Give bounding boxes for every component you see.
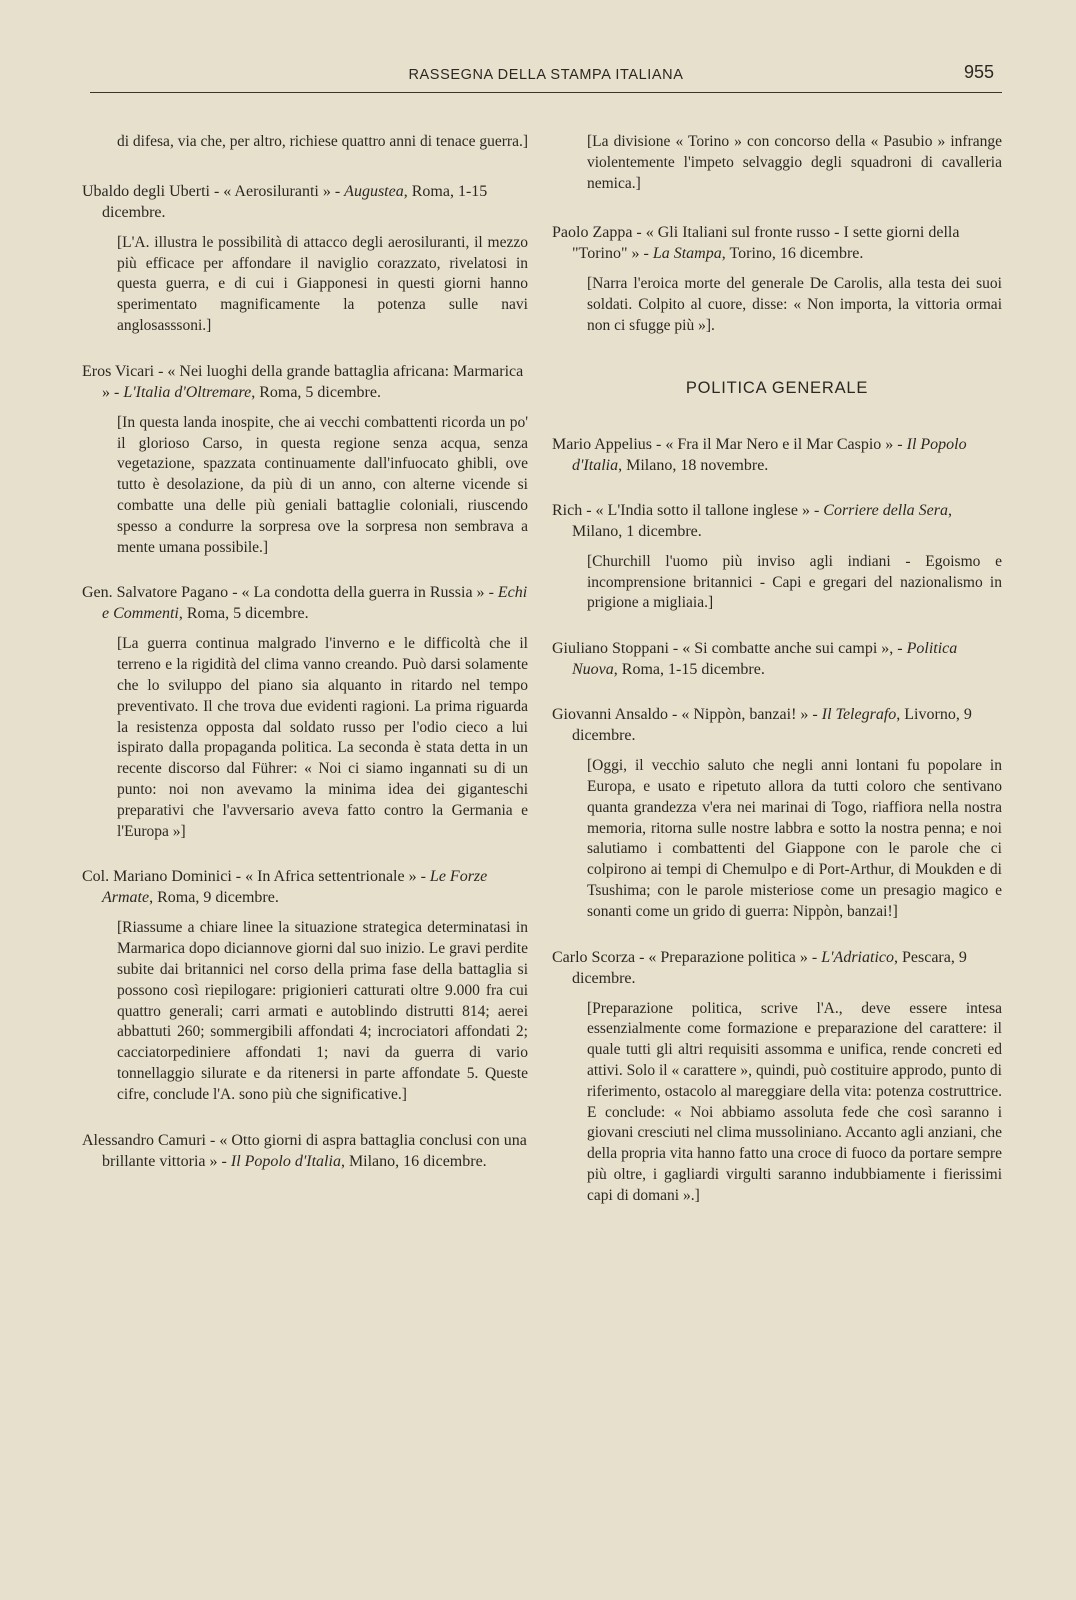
entry-citation: Eros Vicari - « Nei luoghi della grande battaglia africana: Marmarica » - L'Italia d'Oltremare, Roma, 5 dicembre.: [82, 362, 524, 401]
entry-author: Rich: [552, 501, 583, 519]
entry-citation: Mario Appelius - « Fra il Mar Nero e il Mar Caspio » - Il Popolo d'Italia, Milano, 18 novembre.: [552, 435, 967, 474]
entry-citation: Ubaldo degli Uberti - « Aerosiluranti » - Augustea, Roma, 1-15 dicembre.: [82, 182, 488, 221]
entry-title: « L'India sotto il tallone inglese »: [595, 501, 810, 519]
entry-author: Eros Vicari: [82, 362, 155, 380]
entry-publication: Politica Nuova: [572, 640, 958, 679]
press-entry: [552, 947, 1002, 1207]
entry-summary: [Oggi, il vecchio saluto che negli anni lontani fu popolare in Europa, e usato e ripetuto allora da tutti coloro che sentivano quanta grandezza v'era nei marinai di Togo, riaffiora nella nostra memoria, ritorna sulle nostre labbra e sotto la nostra penna; e noi salutiamo i combattenti del Giappone con le parole che ci colpirono ai tempi di Chemulpo e di Port-Arthur, di Moukden e di Tsushima; con le parole misteriose come un presagio magico e sonanti come un grido di guerra: Nippòn, banzai!]: [587, 757, 1002, 920]
entry-details: Roma, 9 dicembre.: [157, 889, 279, 907]
entry-details: Livorno, 9 dicembre.: [572, 706, 972, 745]
entry-summary: [In questa landa inospite, che ai vecchi combattenti ricorda un po' il glorioso Carso, in questa regione senza acqua, senza vegetazione, spazzata continuamente dall'infuocato ghibli, ove tutto è desolazione, da più di un anno, con alterne vicende si combatte una delle più geniali battaglie coloniali, riuscendo spesso a condurre la sorpresa ove la sorpresa non sembrava a mente umana possibile.]: [117, 413, 528, 556]
entry-title: « In Africa settentrionale »: [245, 868, 417, 886]
entry-title: « Nei luoghi della grande battaglia africana: Marmarica »: [102, 362, 524, 401]
entry-author: Mario Appelius: [552, 435, 652, 453]
press-entry: [552, 222, 1002, 336]
entry-publication: Echi e Commenti: [102, 584, 528, 623]
entry-title: « Otto giorni di aspra battaglia conclusi con una brillante vittoria »: [102, 1131, 527, 1170]
entry-details: Roma, 5 dicembre.: [186, 605, 309, 623]
press-entry: [82, 866, 528, 1105]
entry-author: Paolo Zappa: [552, 224, 633, 242]
entry-details: Milano, 16 dicembre.: [348, 1152, 487, 1170]
entry-title: « Aerosiluranti »: [223, 182, 331, 200]
entry-publication: Augustea: [344, 182, 404, 200]
entry-summary: [Riassume a chiare linee la situazione strategica determinatasi in Marmarica dopo diciannove giorni dal suo inizio. Le gravi perdite subite dai britannici nel corso della prima fase della battaglia si possono così riepilogare: prigionieri catturati oltre 9.000 fra cui quattro generali; carri armati e autoblindo distrutti 814; aerei abbattuti 260; sommergibili affondati 4; incrociatori affondati 2; cacciatorpediniere affondati 1; navi da guerra di vario tonnellaggio silurate e da ritenersi in parte affondate 5. Queste cifre, conclude l'A. sono più che significative.]: [117, 919, 528, 1103]
entry-summary: [Churchill l'uomo più inviso agli indiani - Egoismo e incomprensione britannici - Capi e gregari del nazionalismo in prigione a migliaia.]: [587, 552, 1002, 612]
entry-details: Pescara, 9 dicembre.: [572, 948, 967, 987]
entry-author: Giuliano Stoppani: [552, 640, 669, 658]
entry-publication: Il Telegrafo: [821, 706, 897, 724]
entry-author: Giovanni Ansaldo: [552, 706, 668, 724]
entry-title: « Fra il Mar Nero e il Mar Caspio »: [665, 435, 894, 453]
entry-details: Roma, 1-15 dicembre.: [621, 661, 765, 679]
press-entry: [552, 434, 1002, 476]
running-title: RASSEGNA DELLA STAMPA ITALIANA: [408, 67, 684, 83]
lead-summary: [La divisione « Torino » con concorso della « Pasubio » infrange violentemente l'impeto selvaggio degli squadroni di cavalleria nemica.]: [587, 133, 1002, 192]
press-entry: [82, 361, 528, 559]
entry-details: Roma, 5 dicembre.: [259, 383, 381, 401]
entry-publication: Corriere della Sera: [823, 501, 949, 519]
entry-publication: Il Popolo d'Italia: [572, 435, 967, 474]
entry-title: « Nippòn, banzai! »: [681, 706, 809, 724]
entry-title: « La condotta della guerra in Russia »: [241, 584, 485, 602]
entry-author: Gen. Salvatore Pagano: [82, 584, 229, 602]
entry-citation: Giovanni Ansaldo - « Nippòn, banzai! » - Il Telegrafo, Livorno, 9 dicembre.: [552, 706, 972, 745]
entry-summary: [La guerra continua malgrado l'inverno e le difficoltà che il terreno e la rigidità del clima vanno creando. Può darsi solamente che lo sviluppo del piano sia alquanto in ritardo nel tempo preventivato. Il che trova due evidenti ragioni. La prima riguarda la resistenza opposta dal soldato russo per l'odio cieco a lui ispirato dalla propaganda politica. La seconda è stata detta in un recente discorso dal Führer: « Noi ci siamo ingannati su di un punto: noi non avevamo la minima idea dei giganteschi preparativi che l'avversario aveva fatto contro la Germania e l'Europa »]: [117, 635, 528, 840]
entry-author: Col. Mariano Dominici: [82, 868, 232, 886]
entry-author: Carlo Scorza: [552, 948, 636, 966]
entry-author: Alessandro Camuri: [82, 1131, 206, 1149]
press-entry: [82, 582, 528, 842]
lead-summary: di difesa, via che, per altro, richiese quattro anni di tenace guerra.]: [117, 133, 528, 150]
section-title: POLITICA GENERALE: [685, 378, 869, 397]
entry-citation: Paolo Zappa - « Gli Italiani sul fronte russo - I sette giorni della "Torino" » - La Stampa, Torino, 16 dicembre.: [552, 224, 960, 263]
entry-title: « Si combatte anche sui campi »,: [682, 640, 894, 658]
entry-summary: [Narra l'eroica morte del generale De Carolis, alla testa dei suoi soldati. Colpito al cuore, disse: « Non importa, la vittoria ormai non ci sfugge più »].: [587, 275, 1002, 334]
right-column: [552, 132, 1002, 1231]
entry-citation: Carlo Scorza - « Preparazione politica » - L'Adriatico, Pescara, 9 dicembre.: [552, 948, 967, 987]
entry-details: Milano, 1 dicembre.: [572, 522, 702, 540]
entry-citation: Rich - « L'India sotto il tallone inglese » - Corriere della Sera, Milano, 1 dicembre.: [552, 501, 953, 540]
entry-summary: [Preparazione politica, scrive l'A., deve essere intesa essenzialmente come formazione e preparazione del carattere: il quale tutti gli altri requisiti assomma e unifica, rende concreti ed attivi. Solo il « carattere », quindi, può costituire approdo, punto di riferimento, ostacolo al mareggiare della vita: potenza costruttrice. E conclude: « Noi abbiamo assoluta fede che così saranno i giovani cresciuti nel clima mussoliniano. Accanto agli anziani, che della propria vita hanno fatto una croce di fuoco da portare sempre più oltre, i gagliardi virgulti saranno indubbiamente i fierissimi capi di domani ».]: [587, 999, 1002, 1204]
entry-summary: [L'A. illustra le possibilità di attacco degli aerosiluranti, il mezzo più efficace per affondare il naviglio corazzato, rivelatosi in questa guerra, e di cui i Giapponesi in questi giorni hanno sperimentato magnificamente la potenza sulle navi anglosasssoni.]: [117, 233, 528, 334]
entry-citation: Gen. Salvatore Pagano - « La condotta della guerra in Russia » - Echi e Commenti, Roma, 5 dicembre.: [82, 584, 528, 623]
entry-publication: Il Popolo d'Italia: [230, 1152, 341, 1170]
press-entry: [552, 500, 1002, 614]
entry-details: Milano, 18 novembre.: [626, 456, 769, 474]
page-header: [90, 62, 1002, 93]
page-number: 955: [963, 62, 994, 82]
entry-citation: Col. Mariano Dominici - « In Africa settentrionale » - Le Forze Armate, Roma, 9 dicembre.: [82, 868, 488, 907]
press-entry: [82, 1130, 528, 1172]
press-entry: [82, 181, 528, 337]
entry-citation: Alessandro Camuri - « Otto giorni di aspra battaglia conclusi con una brillante vittoria » - Il Popolo d'Italia, Milano, 16 dicembre.: [82, 1131, 527, 1170]
entry-details: Torino, 16 dicembre.: [729, 245, 864, 263]
press-entry: [552, 704, 1002, 922]
entry-publication: L'Italia d'Oltremare: [123, 383, 252, 401]
entry-citation: Giuliano Stoppani - « Si combatte anche sui campi », - Politica Nuova, Roma, 1-15 dicembre.: [552, 640, 958, 679]
entry-title: « Preparazione politica »: [648, 948, 808, 966]
entry-title: « Gli Italiani sul fronte russo - I sette giorni della "Torino" »: [572, 224, 960, 263]
press-entry: [552, 638, 1002, 680]
entry-publication: L'Adriatico: [821, 948, 894, 966]
entry-author: Ubaldo degli Uberti: [82, 182, 210, 200]
entry-publication: La Stampa: [652, 245, 722, 263]
left-column: [82, 132, 528, 1196]
entry-publication: Le Forze Armate: [102, 868, 488, 907]
entry-details: Roma, 1-15 dicembre.: [102, 182, 488, 221]
